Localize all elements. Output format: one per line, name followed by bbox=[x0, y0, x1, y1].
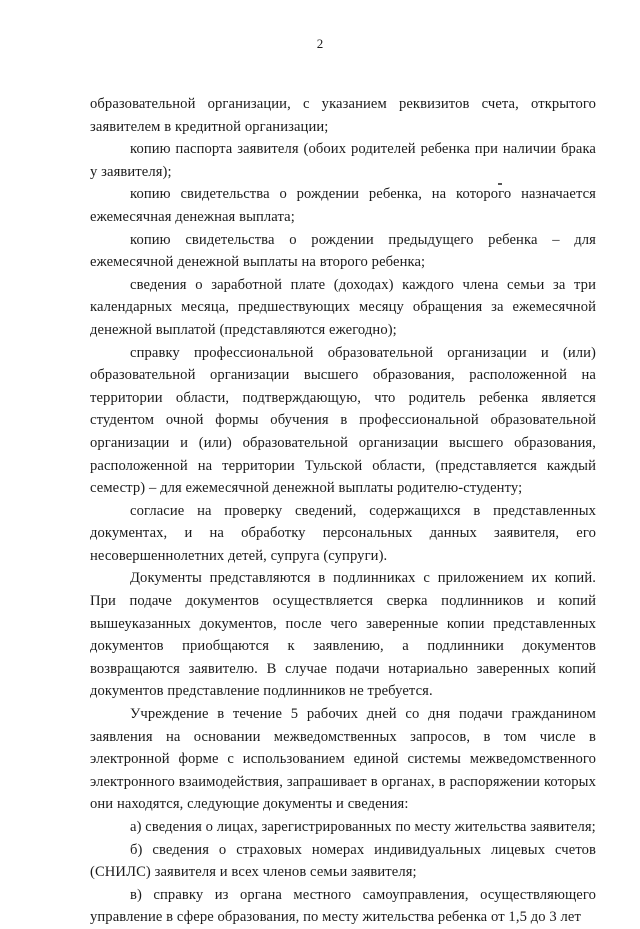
paragraph-previous-child-certificate: копию свидетельства о рождении предыдущего ребенка – для ежемесячной денежной выплаты на второго ребенка; bbox=[90, 231, 596, 271]
paragraph-student-certificate: справку профессиональной образовательной организации и (или) образовательной организации высшего образования, расположенной на территории области, подтверждающую, что родитель ребенка является студентом очной формы обучения в профессиональной образовательной организации и (или) образовательной организации высшего образования, расположенной на территории Тульской области, (представляется каждый семестр) – для ежемесячной денежной выплаты родителю-студенту; bbox=[90, 344, 596, 497]
paragraph-continuation: образовательной организации, с указанием реквизитов счета, открытого заявителем в кредитной организации; bbox=[90, 96, 596, 135]
page-number: 2 bbox=[316, 36, 324, 51]
list-item-c: в) справку из органа местного самоуправления, осуществляющего управление в сфере образования, по месту жительства ребенка от 1,5 до 3 лет bbox=[90, 886, 596, 926]
paragraph-originals: Документы представляются в подлинниках с приложением их копий. При подаче документов осуществляется сверка подлинников и копий вышеуказанных документов, после чего заверенные копии представленных документов приобщаются к заявлению, а подлинники документов возвращаются заявителю. В случае подачи нотариально заверенных копий документов представление подлинников не требуется. bbox=[90, 570, 596, 700]
list-item-a: а) сведения о лицах, зарегистрированных по месту жительства заявителя; bbox=[130, 819, 596, 835]
paragraph-interagency-requests: Учреждение в течение 5 рабочих дней со дня подачи гражданином заявления на основании межведомственных запросов, в том числе в электронной форме с использованием единой системы межведомственного электронного взаимодействия, запрашивает в органах, в распоряжении которых они находятся, следующие документы и сведения: bbox=[90, 706, 596, 813]
paragraph-passport-copy: копию паспорта заявителя (обоих родителей ребенка при наличии брака у заявителя); bbox=[90, 141, 596, 180]
paragraph-birth-certificate: копию свидетельства о рождении ребенка, на которого назначается ежемесячная денежная выплата; bbox=[90, 186, 596, 225]
paragraph-income-info: сведения о заработной плате (доходах) каждого члена семьи за три календарных месяца, предшествующих месяцу обращения за ежемесячной денежной выплатой (представляются ежегодно); bbox=[90, 276, 596, 338]
document-body bbox=[90, 93, 596, 929]
paragraph-consent: согласие на проверку сведений, содержащихся в представленных документах, и на обработку персональных данных заявителя, его несовершеннолетних детей, супруга (супруги). bbox=[90, 502, 596, 564]
list-item-b: б) сведения о страховых номерах индивидуальных лицевых счетов (СНИЛС) заявителя и всех членов семьи заявителя; bbox=[90, 841, 596, 881]
